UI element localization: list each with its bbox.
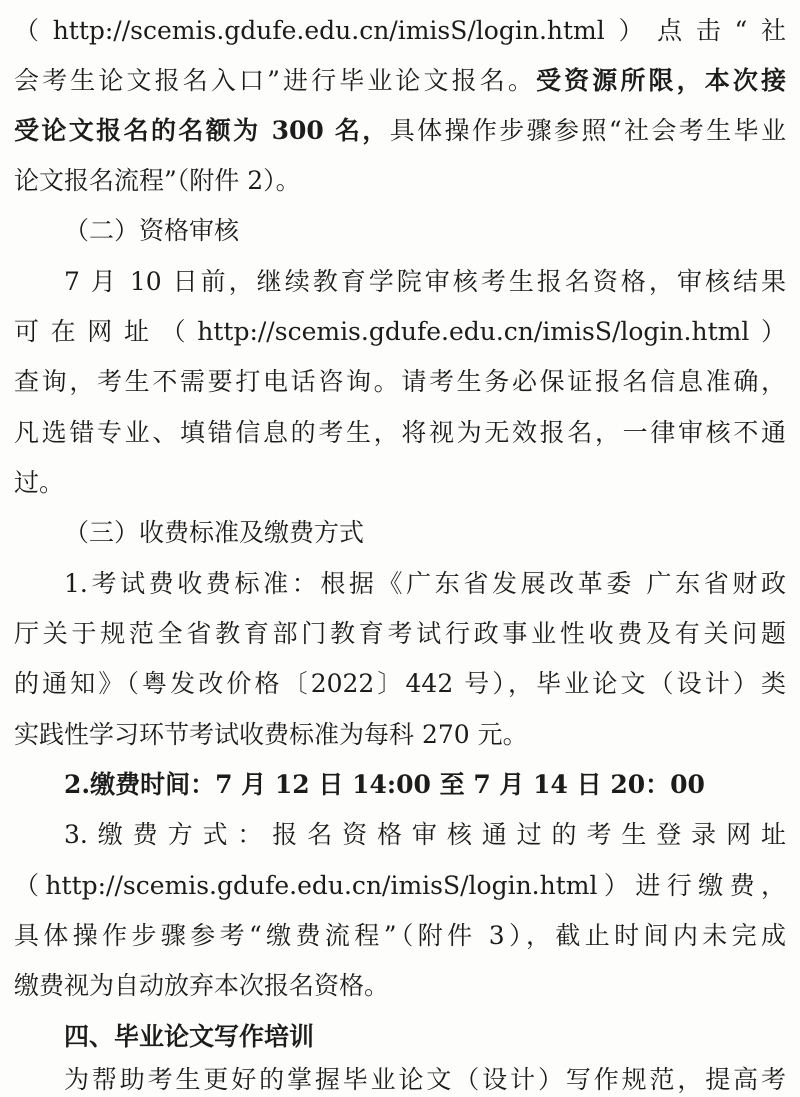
heading-text: （二）资格审核 — [64, 216, 240, 245]
text-run: 可在网址（http://scemis.gdufe.edu.cn/imisS/login.html） — [14, 317, 786, 346]
text-run: 论文报名流程”（附件 2）。 — [14, 166, 301, 195]
text-run: （http://scemis.gdufe.edu.cn/imisS/login.html）进行缴费， — [14, 871, 786, 900]
paragraph-line — [14, 14, 786, 48]
paragraph-line — [14, 114, 786, 148]
text-run: 7 月 10 日前，继续教育学院审核考生报名资格，审核结果 — [64, 267, 786, 296]
text-run: 3.缴费方式：报名资格审核通过的考生登录网址 — [64, 820, 786, 849]
text-run: 过。 — [14, 468, 65, 497]
paragraph-line — [64, 818, 786, 852]
bold-text-run: 受资源所限，本次接 — [536, 66, 786, 95]
paragraph-line — [14, 466, 786, 500]
paragraph-line — [14, 164, 786, 198]
text-run: 具体操作步骤参考“缴费流程”（附件 3），截止时间内未完成 — [14, 921, 786, 950]
paragraph-line — [64, 567, 786, 601]
text-run: 凡选错专业、填错信息的考生，将视为无效报名，一律审核不通 — [14, 418, 786, 447]
paragraph-line — [14, 416, 786, 450]
text-run: 厅关于规范全省教育部门教育考试行政事业性收费及有关问题 — [14, 619, 786, 648]
text-run: 实践性学习环节考试收费标准为每科 270 元。 — [14, 720, 528, 749]
text-run: 会考生论文报名入口”进行毕业论文报名。 — [14, 66, 537, 95]
text-run: 查询，考生不需要打电话咨询。请考生务必保证报名信息准确， — [14, 367, 786, 396]
text-run: 的通知》（粤发改价格〔2022〕442 号），毕业论文（设计）类 — [14, 669, 786, 698]
paragraph-line — [14, 718, 786, 752]
paragraph-line — [14, 365, 786, 399]
paragraph-line — [14, 315, 786, 349]
paragraph-line — [64, 1063, 786, 1097]
paragraph-line — [14, 869, 786, 903]
text-run: 具体操作步骤参照“社会考生毕业 — [389, 116, 786, 145]
text-run: 为帮助考生更好的掌握毕业论文（设计）写作规范，提高考 — [64, 1065, 786, 1094]
bold-text-run: 受论文报名的名额为 300 名， — [14, 116, 390, 145]
section-heading — [64, 214, 786, 248]
text-run: （http://scemis.gdufe.edu.cn/imisS/login.html）点击“社 — [14, 16, 786, 45]
paragraph-line — [14, 64, 786, 98]
paragraph-line — [14, 969, 786, 1003]
paragraph-line — [64, 768, 786, 802]
paragraph-line — [14, 919, 786, 953]
section-heading — [64, 1020, 786, 1054]
heading-text: （三）收费标准及缴费方式 — [64, 518, 365, 547]
text-run: 1.考试费收费标准：根据《广东省发展改革委 广东省财政 — [64, 569, 786, 598]
heading-text: 四、毕业论文写作培训 — [64, 1022, 315, 1051]
bold-text-run: 2.缴费时间：7 月 12 日 14:00 至 7 月 14 日 20：00 — [64, 770, 705, 799]
paragraph-line — [14, 617, 786, 651]
paragraph-line — [64, 265, 786, 299]
section-heading — [64, 516, 786, 550]
text-run: 缴费视为自动放弃本次报名资格。 — [14, 971, 390, 1000]
paragraph-line — [14, 667, 786, 701]
